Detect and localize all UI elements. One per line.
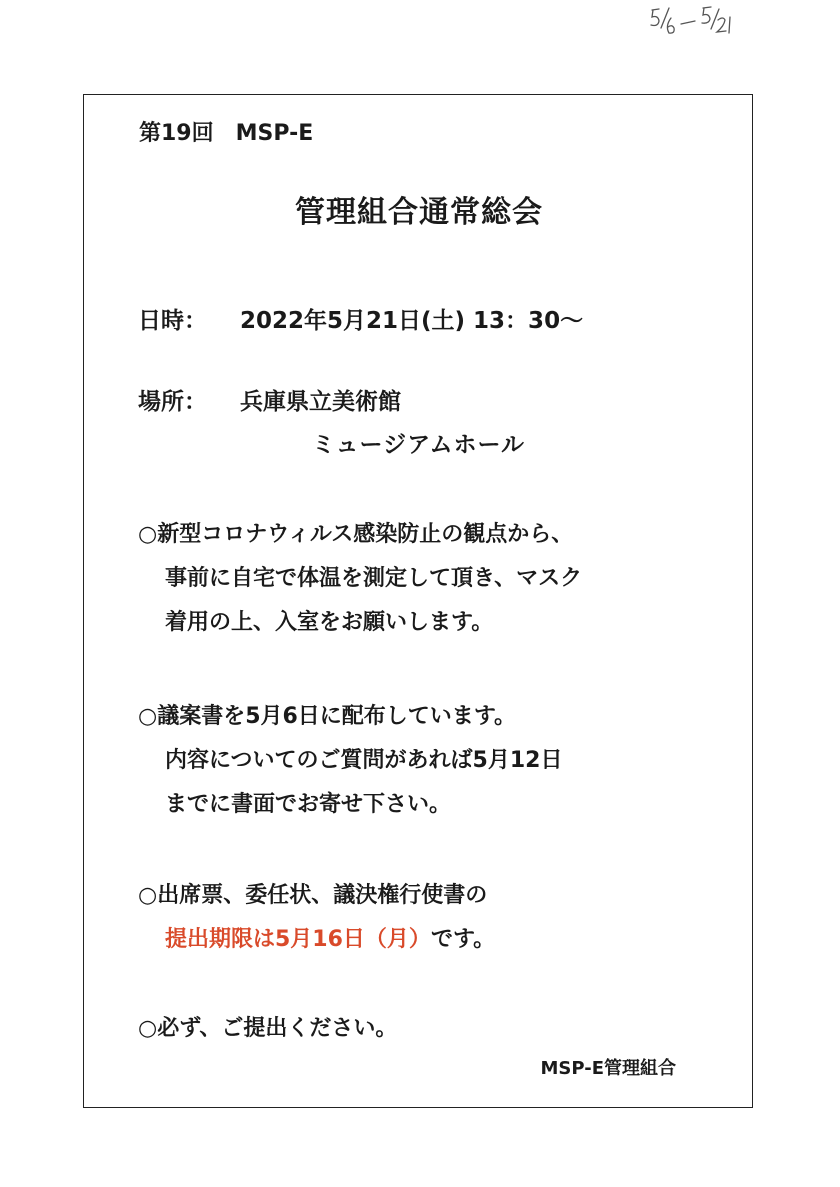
meeting-number: 第19回 MSP-E [139, 121, 314, 146]
venue-label: 場所： [138, 389, 207, 415]
submit-reminder-line: ○必ず、ご提出ください。 [138, 1016, 398, 1041]
date-label: 日時： [138, 308, 207, 334]
meeting-title: 管理組合通常総会 [295, 195, 543, 230]
handwritten-date-range-mark [648, 4, 738, 40]
venue-line [138, 391, 401, 414]
date-line [138, 310, 583, 333]
agenda-notice-line: ○議案書を5月6日に配布しています。 [138, 704, 517, 729]
submission-deadline-line [165, 929, 495, 951]
covid-notice-line: 事前に自宅で体温を測定して頂き、マスク [165, 566, 583, 591]
deadline-suffix: です。 [430, 927, 496, 952]
agenda-notice-line: までに書面でお寄せ下さい。 [165, 792, 452, 817]
submission-notice-line: ○出席票、委任状、議決権行使書の [138, 883, 488, 908]
signature: MSP-E管理組合 [540, 1058, 676, 1079]
venue-value: 兵庫県立美術館 [240, 389, 401, 415]
deadline-highlight: 提出期限は5月16日（月） [165, 927, 431, 952]
date-value: 2022年5月21日(土) 13：30〜 [240, 308, 584, 334]
handwritten-note [648, 4, 738, 40]
covid-notice-line: 着用の上、入室をお願いします。 [165, 610, 494, 635]
agenda-notice-line: 内容についてのご質問があれば5月12日 [165, 748, 563, 773]
notice-frame [83, 94, 753, 1108]
venue-hall: ミュージアムホール [312, 432, 526, 458]
covid-notice-line: ○新型コロナウィルス感染防止の観点から、 [138, 522, 574, 547]
